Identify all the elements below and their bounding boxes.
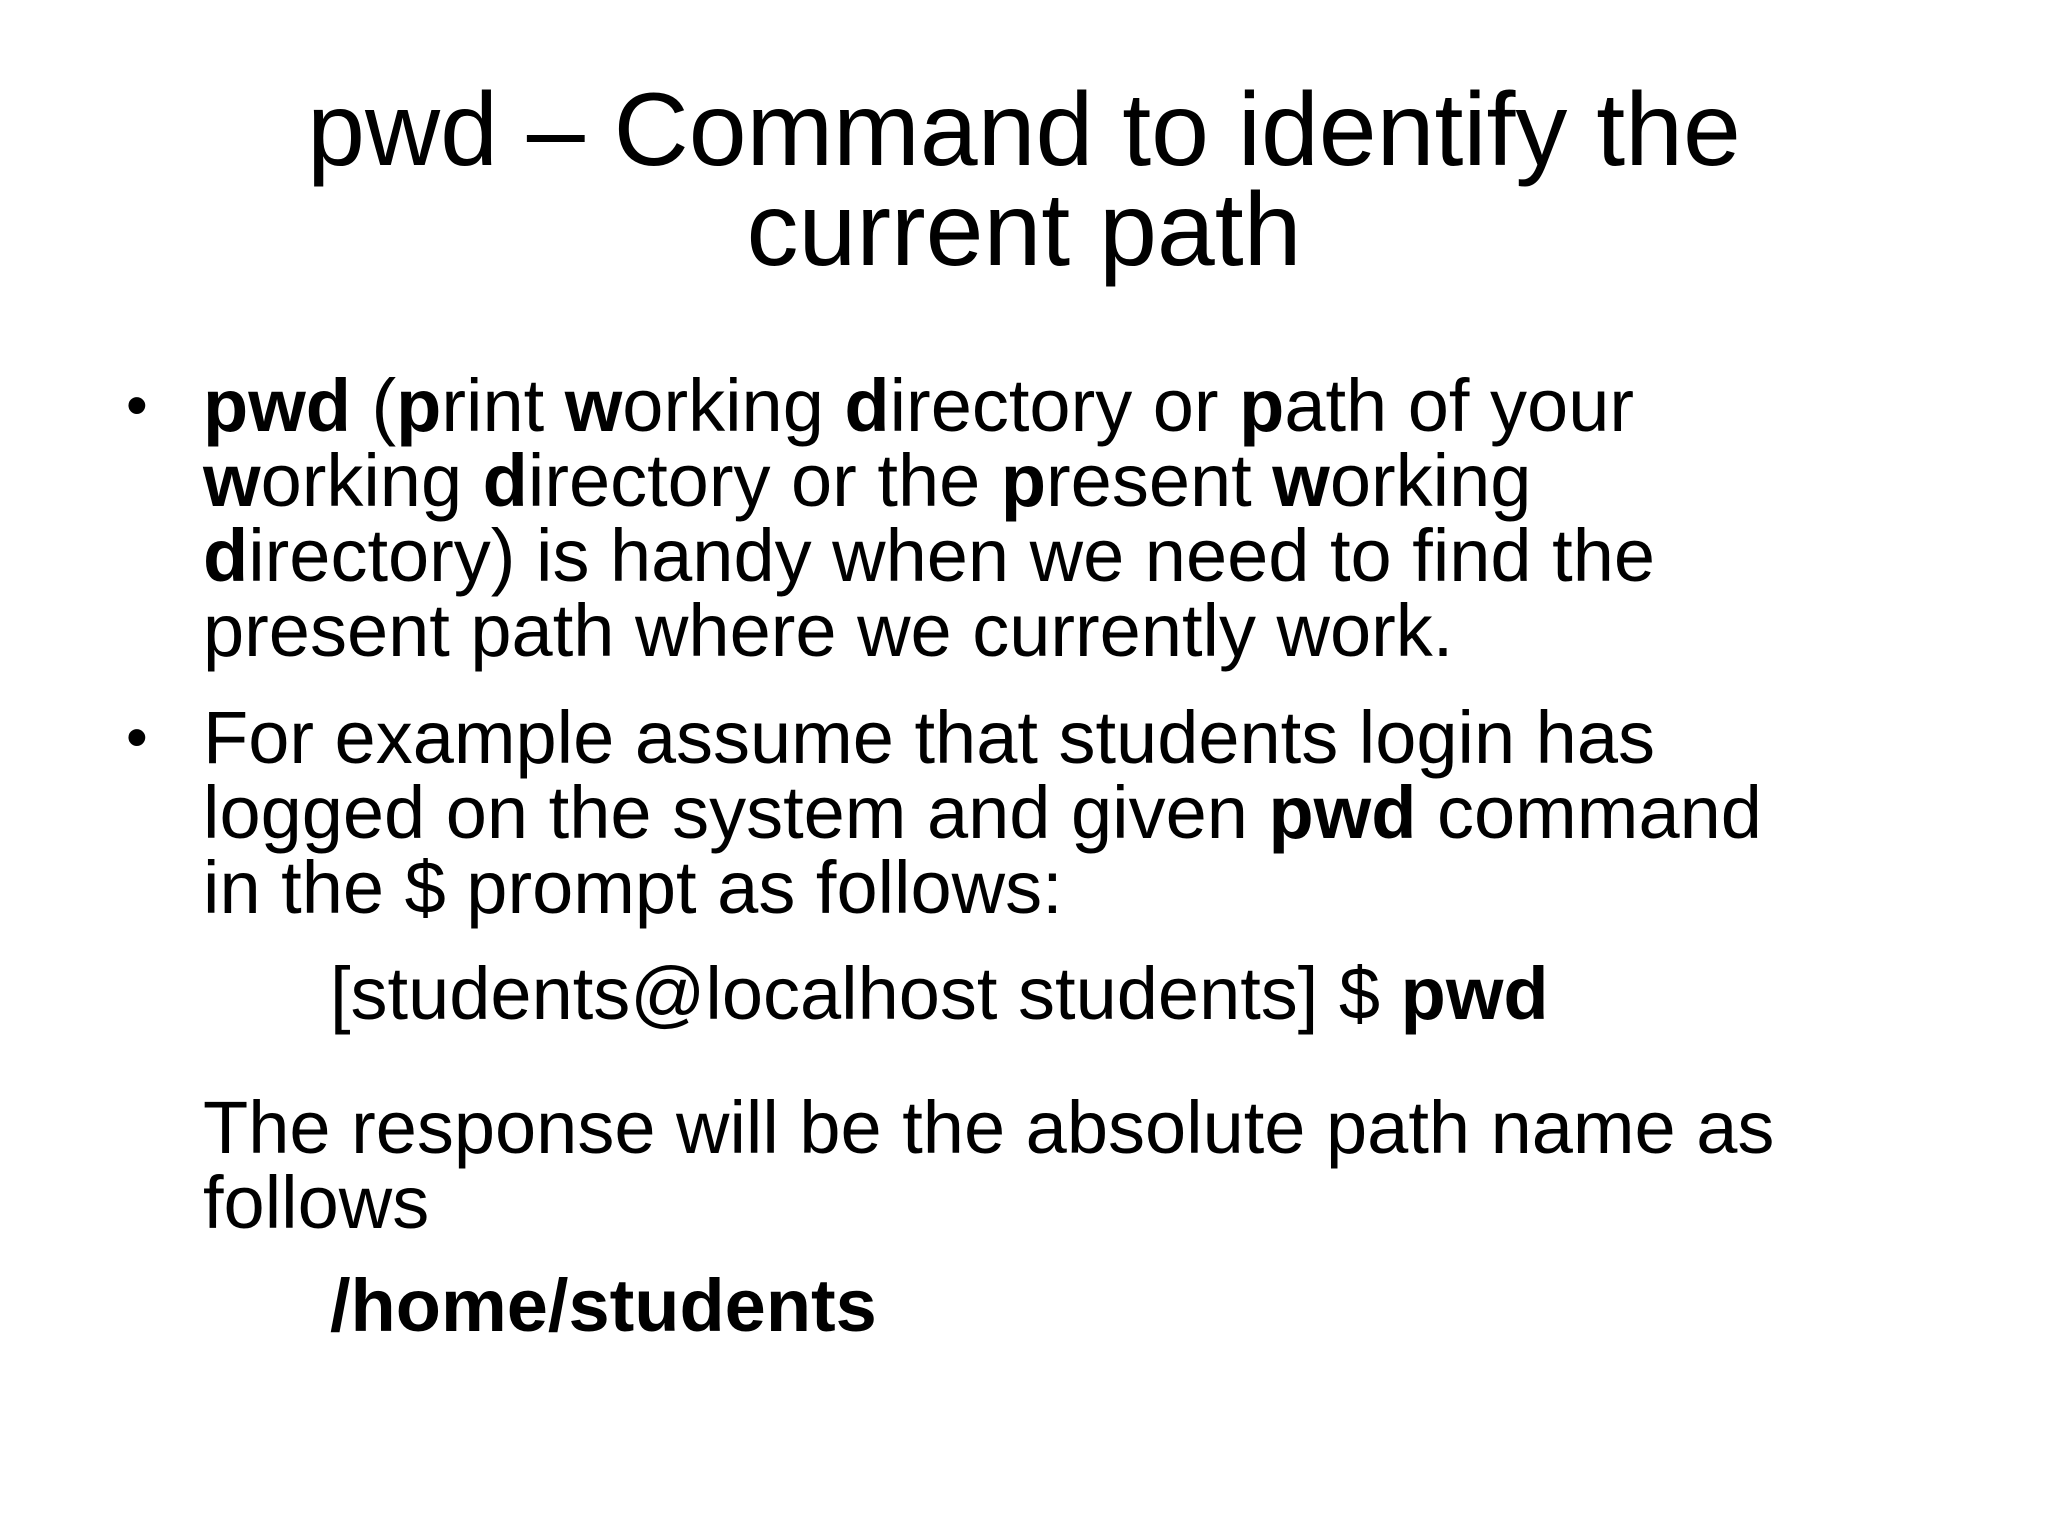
response-line: The response will be the absolute path name as [203,1086,1775,1169]
response-path: /home/students [330,1264,877,1347]
bullet-2-line: in the $ prompt as follows: [203,846,1063,929]
bullet-1-line: working directory or the present working [203,439,1532,522]
prompt-command: pwd [1400,952,1549,1035]
title-line-1: pwd – Command to identify the [307,72,1741,188]
response-text [203,1086,1983,1244]
bullet-marker-1: • [126,371,148,440]
prompt-text: [students@localhost students] $ [330,952,1401,1035]
bullet-2-line: logged on the system and given pwd command [203,771,1762,854]
prompt-example [330,952,1549,1035]
bullet-2-line: For example assume that students login has [203,696,1655,779]
bullet-1-line: pwd (print working directory or path of your [203,364,1634,447]
bullet-1-line: directory) is handy when we need to find the [203,514,1655,597]
bullet-2-text [203,696,1983,929]
response-line: follows [203,1161,430,1244]
bullet-1-line: present path where we currently work. [203,589,1454,672]
bullet-marker-2: • [126,703,148,772]
title-line-2: current path [746,172,1302,288]
bullet-1-text [203,364,1983,672]
